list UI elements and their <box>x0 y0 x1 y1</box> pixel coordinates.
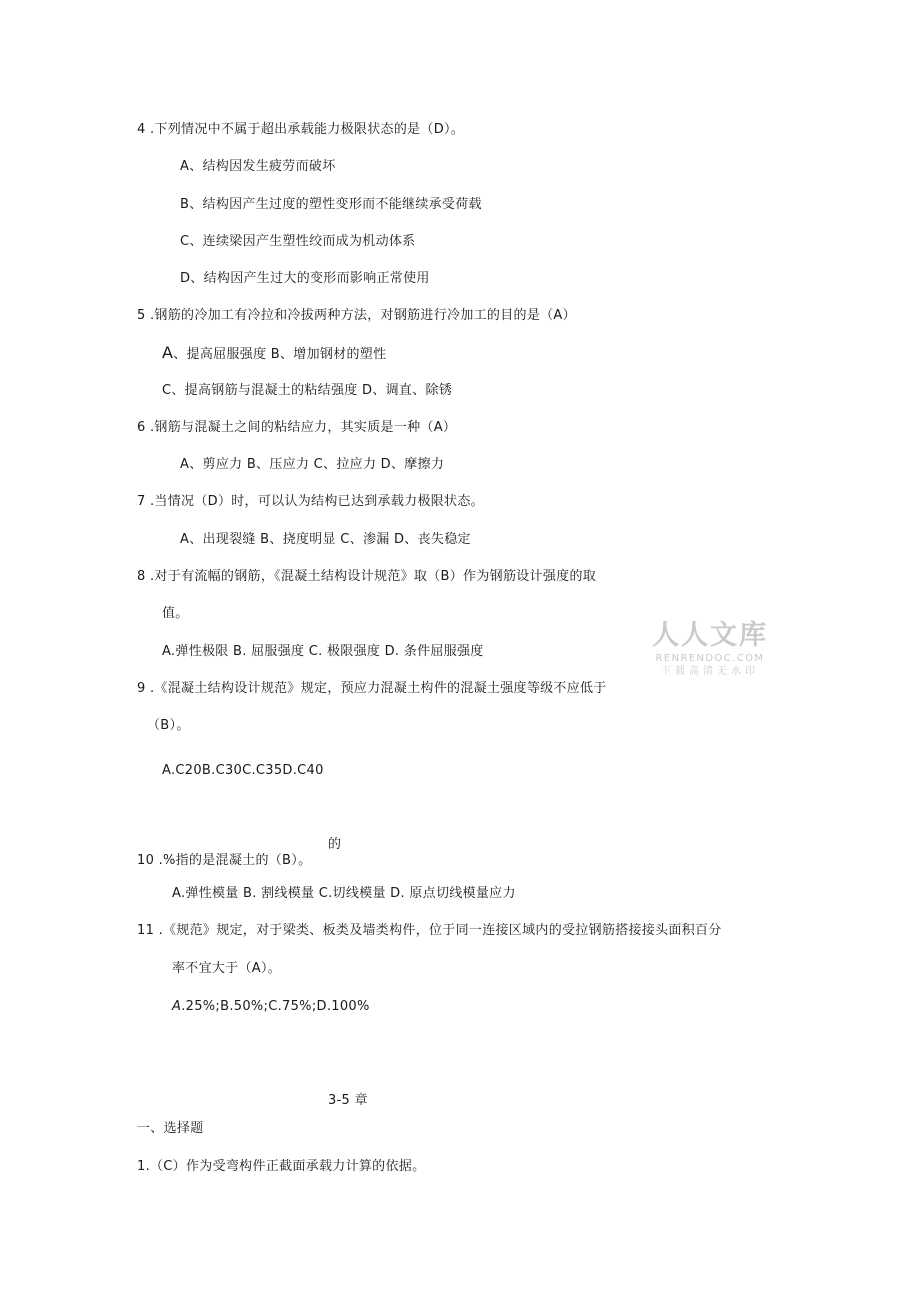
question-4-option-c: C、连续梁因产生塑性绞而成为机动体系 <box>180 234 416 249</box>
question-10-fragment: 的 <box>328 837 342 852</box>
question-4-option-d: D、结构因产生过大的变形而影响正常使用 <box>180 271 430 286</box>
question-11-options-text: .25%;B.50%;C.75%;D.100% <box>181 999 370 1014</box>
question-8-options: A.弹性极限 B. 屈服强度 C. 极限强度 D. 条件屈服强度 <box>162 644 484 659</box>
question-8-stem: 8 .对于有流幅的钢筋，《混凝土结构设计规范》取（B）作为钢筋设计强度的取 <box>137 569 597 584</box>
question-6-stem: 6 .钢筋与混凝土之间的粘结应力，其实质是一种（A） <box>137 420 457 435</box>
question-5-options-ab-text: 、提高屈服强度 B、增加钢材的塑性 <box>173 347 387 362</box>
question-11-options <box>172 998 370 1016</box>
option-letter-a: A <box>162 343 174 362</box>
question-10-options: A.弹性模量 B. 割线模量 C.切线模量 D. 原点切线模量应力 <box>172 886 516 901</box>
watermark-tagline: 下载高清无水印 <box>661 666 759 677</box>
watermark-url: RENRENDOC.COM <box>655 653 765 664</box>
question-11-option-a-letter: A <box>172 999 182 1014</box>
question-4-stem: 4 .下列情况中不属于超出承载能力极限状态的是（D）。 <box>137 122 465 137</box>
question-6-options: A、剪应力 B、压应力 C、拉应力 D、摩擦力 <box>180 457 445 472</box>
question-9-stem-cont: （B）。 <box>147 718 190 733</box>
chapter-heading: 3-5 章 <box>328 1093 368 1108</box>
question-11-stem: 11 .《规范》规定，对于梁类、板类及墙类构件，位于同一连接区域内的受拉钢筋搭接接头面积百分 <box>137 923 722 938</box>
question-7-options: A、出现裂缝 B、挠度明显 C、渗漏 D、丧失稳定 <box>180 532 471 547</box>
watermark-logo: 人人文库 <box>652 620 768 651</box>
section-heading: 一、选择题 <box>137 1121 204 1136</box>
question-10-stem: 10 .%指的是混凝土的（B）。 <box>137 853 312 868</box>
question-4-option-b: B、结构因产生过度的塑性变形而不能继续承受荷载 <box>180 197 482 212</box>
question-7-stem: 7 .当情况（D）时，可以认为结构已达到承载力极限状态。 <box>137 494 484 509</box>
watermark <box>648 620 772 678</box>
question-5-options-ab <box>162 344 386 364</box>
section-question-1-stem: 1.（C）作为受弯构件正截面承载力计算的依据。 <box>137 1159 426 1174</box>
question-11-stem-cont: 率不宜大于（A）。 <box>172 961 282 976</box>
question-9-stem: 9 .《混凝土结构设计规范》规定，预应力混凝土构件的混凝土强度等级不应低于 <box>137 681 607 696</box>
question-4-option-a: A、结构因发生疲劳而破坏 <box>180 159 336 174</box>
question-5-options-cd: C、提高钢筋与混凝土的粘结强度 D、调直、除锈 <box>162 383 453 398</box>
question-5-stem: 5 .钢筋的冷加工有冷拉和冷拔两种方法，对钢筋进行冷加工的目的是（A） <box>137 308 576 323</box>
question-9-options: A.C20B.C30C.C35D.C40 <box>162 763 324 778</box>
question-8-stem-cont: 值。 <box>162 606 189 621</box>
